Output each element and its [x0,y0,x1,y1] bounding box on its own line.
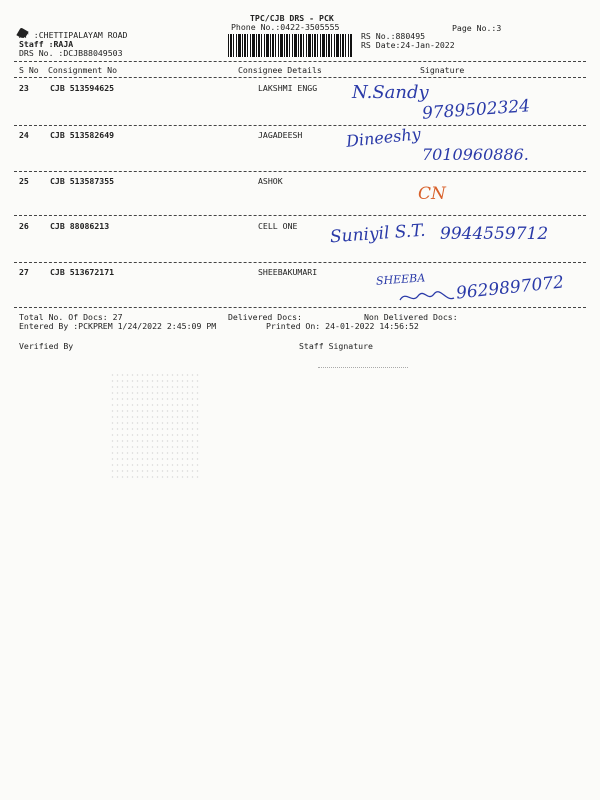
row-consignee: ASHOK [258,176,283,186]
row-sno: 24 [19,130,29,140]
col-consignee: Consignee Details [238,65,322,75]
divider [14,61,586,62]
barcode-icon [228,34,352,57]
drs-number: DRS No. :DCJB88049503 [19,48,123,58]
divider [14,77,586,78]
divider [14,125,586,126]
handwritten-signature: Suniyil S.T. [329,220,427,248]
row-consignment: CJB 513587355 [50,176,115,186]
col-signature: Signature [420,65,465,75]
handwritten-phone: 9789502324 [421,96,531,124]
rs-date: RS Date:24-Jan-2022 [361,40,455,50]
row-consignee: SHEEBAKUMARI [258,267,318,277]
handwritten-signature: SHEEBA [375,271,426,288]
verified-by: Verified By [19,341,74,351]
row-consignment: CJB 513672171 [50,267,115,277]
col-consignment: Consignment No [48,65,118,75]
row-consignment: CJB 88086213 [50,221,110,231]
printed-on: Printed On: 24-01-2022 14:56:52 [266,321,419,331]
row-sno: 25 [19,176,29,186]
handwritten-signature: N.Sandy [352,82,429,103]
scan-artifact [318,367,408,368]
rs-number: RS No.:880495 [361,31,426,41]
col-sno: S No [19,65,39,75]
row-consignee: CELL ONE [258,221,298,231]
divider [14,307,586,308]
entered-by: Entered By :PCKPREM 1/24/2022 2:45:09 PM [19,321,217,331]
handwritten-phone: 7010960886. [422,145,529,164]
row-consignee: LAKSHMI ENGG [258,83,318,93]
delivered-docs: Delivered Docs: [228,312,302,322]
report-title: TPC/CJB DRS - PCK [250,13,334,23]
total-docs: Total No. Of Docs: 27 [19,312,123,322]
row-sno: 23 [19,83,29,93]
row-sno: 27 [19,267,29,277]
divider [14,171,586,172]
handwritten-signature: CN [418,184,446,204]
staff-name: Staff :RAJA [19,39,74,49]
area-name: Ar :CHETTIPALAYAM ROAD [19,30,128,40]
scan-noise [110,372,200,482]
row-consignment: CJB 513594625 [50,83,115,93]
handwritten-phone: 9944559712 [440,224,549,244]
row-consignee: JAGADEESH [258,130,303,140]
divider [14,262,586,263]
row-consignment: CJB 513582649 [50,130,115,140]
phone-number: Phone No.:0422-3505555 [231,22,340,32]
handwritten-signature: Dineeshy [345,124,422,151]
non-delivered-docs: Non Delivered Docs: [364,312,458,322]
signature-scribble-icon [398,288,456,306]
handwritten-phone: 9629897072 [455,272,565,304]
divider [14,215,586,216]
row-sno: 26 [19,221,29,231]
page-number: Page No.:3 [452,23,502,33]
staff-signature-label: Staff Signature [299,341,373,351]
